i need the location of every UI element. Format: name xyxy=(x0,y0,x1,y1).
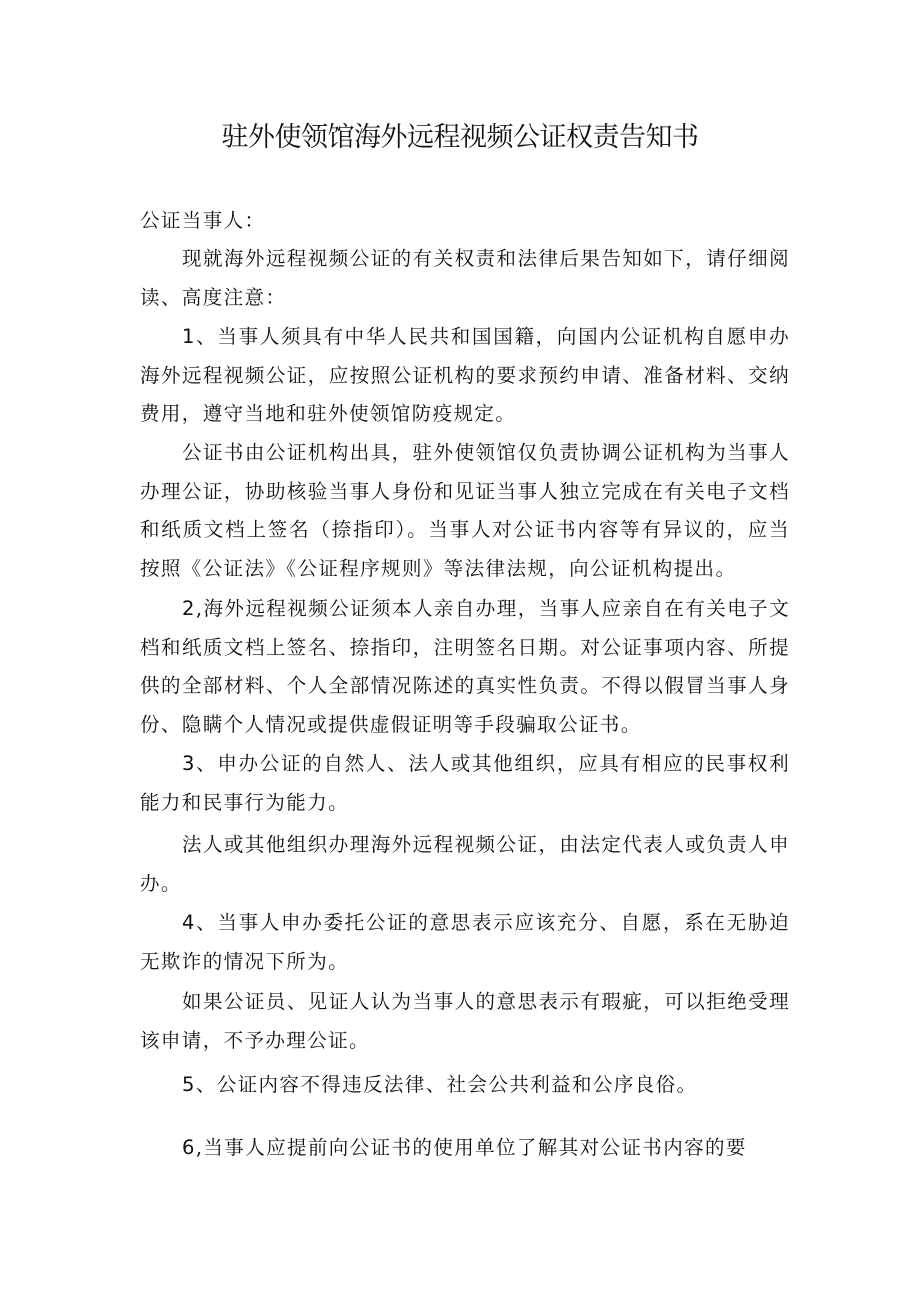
paragraph-item-6 xyxy=(140,1129,790,1168)
paragraph-refusal xyxy=(140,983,790,1060)
paragraph-text: 如果公证员、见证人认为当事人的意思表示有瑕疵，可以拒绝受理该申请，不予办理公证。 xyxy=(140,990,790,1052)
paragraph-text: 、申办公证的自然人、法人或其他组织，应具有相应的民事权利能力和民事行为能力。 xyxy=(140,752,790,814)
item-number: 5 xyxy=(182,1073,196,1096)
item-number: 2 xyxy=(182,597,196,620)
item-number: 3 xyxy=(182,752,196,775)
item-number: 6 xyxy=(182,1136,196,1159)
paragraph-item-1 xyxy=(140,318,790,434)
paragraph-item-3 xyxy=(140,745,790,822)
paragraph-text: ,当事人应提前向公证书的使用单位了解其对公证书内容的要 xyxy=(195,1136,747,1159)
paragraph-text: 、当事人须具有中华人民共和国国籍，向国内公证机构自愿申办海外远程视频公证，应按照公证机构的要求预约申请、准备材料、交纳费用，遵守当地和驻外使领馆防疫规定。 xyxy=(140,325,790,425)
paragraph-item-4 xyxy=(140,904,790,981)
salutation: 公证当事人： xyxy=(140,209,266,232)
paragraph-legal-person xyxy=(140,826,790,903)
paragraph-intro xyxy=(140,240,790,317)
paragraph-item-2 xyxy=(140,590,790,744)
paragraph-text: 、当事人申办委托公证的意思表示应该充分、自愿，系在无胁迫无欺诈的情况下所为。 xyxy=(140,911,790,973)
item-number: 4 xyxy=(182,911,196,934)
paragraph-notary-office xyxy=(140,434,790,588)
paragraph-text: 公证书由公证机构出具，驻外使领馆仅负责协调公证机构为当事人办理公证，协助核验当事人身份和见证当事人独立完成在有关电子文档和纸质文档上签名（捺指印）。当事人对公证书内容等有异议的，应当按照《公证法》《公证程序规则》等法律法规，向公证机构提出。 xyxy=(140,441,790,580)
paragraph-text: 、公证内容不得违反法律、社会公共利益和公序良俗。 xyxy=(195,1073,698,1096)
paragraph-text: 现就海外远程视频公证的有关权责和法律后果告知如下，请仔细阅读、高度注意： xyxy=(140,247,790,309)
paragraph-text: ,海外远程视频公证须本人亲自办理，当事人应亲自在有关电子文档和纸质文档上签名、捺指印，注明签名日期。对公证事项内容、所提供的全部材料、个人全部情况陈述的真实性负责。不得以假冒当事人身份、隐瞒个人情况或提供虚假证明等手段骗取公证书。 xyxy=(140,597,790,736)
item-number: 1 xyxy=(182,325,196,348)
document-title: 驻外使领馆海外远程视频公证权责告知书 xyxy=(221,122,699,153)
paragraph-item-5 xyxy=(140,1066,790,1105)
paragraph-text: 法人或其他组织办理海外远程视频公证，由法定代表人或负责人申办。 xyxy=(140,833,790,895)
